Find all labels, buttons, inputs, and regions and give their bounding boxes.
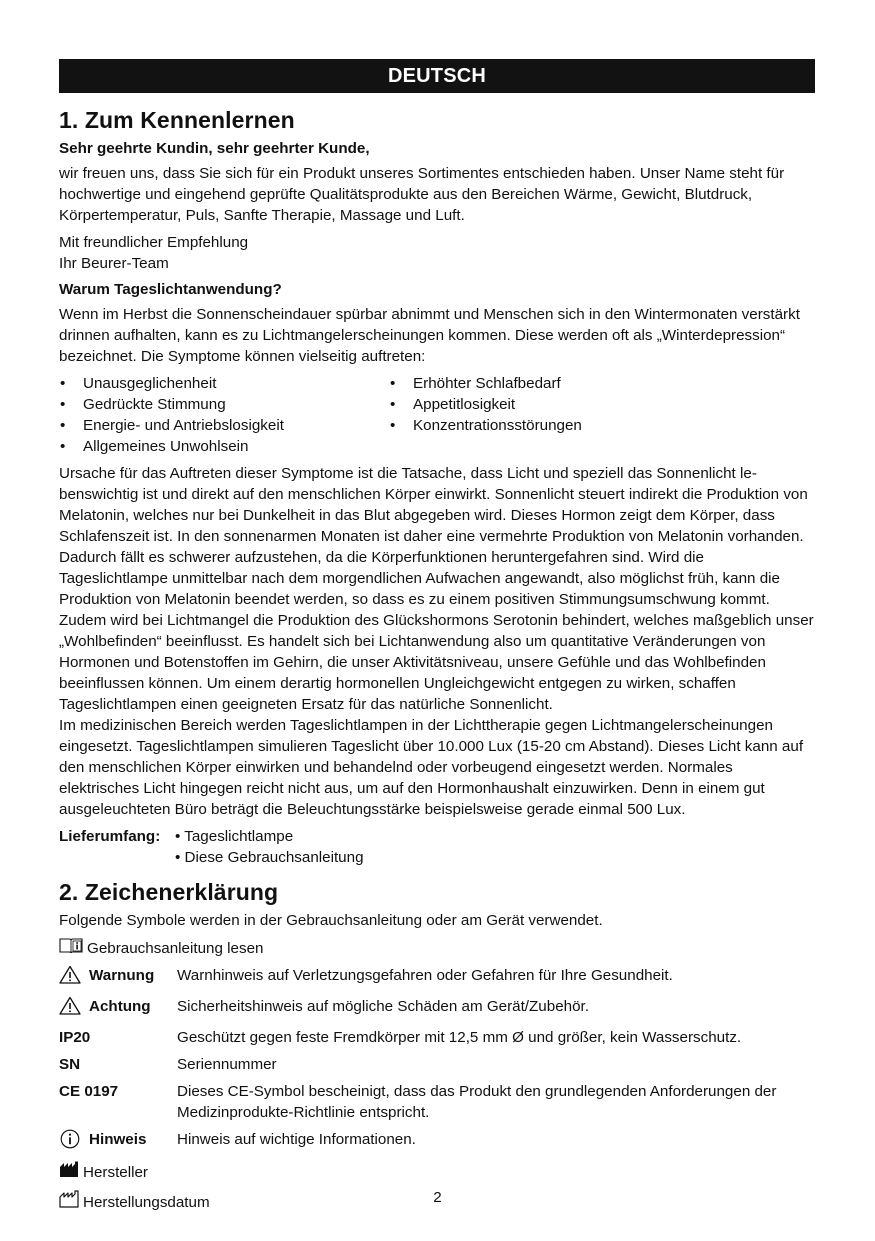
cause-paragraph-1: Ursache für das Auftreten dieser Symptome ist die Tatsache, dass Licht und speziell das Sonnenlicht lebenswichtig ist und direkt auf den menschlichen Körper einwirkt. Sonnenlicht steuert indirekt die Produktion von Melatonin, welches nur bei Dunkelheit in das Blut abgegeben wird. Dieses Hormon zeigt dem Körper, dass Schlafenszeit ist. In den sonnenarmen Monaten ist daher eine vermehrte Produktion von Melatonin vorhanden. Dadurch fällt es schwerer aufzustehen, da die Körperfunktionen heruntergefahren sind. Wird die Tageslichtlampe unmittelbar nach dem morgendlichen Aufwachen angewandt, also möglichst früh, kann die Produktion von Melatonin beendet werden, so dass es zu einem positiven Stimmungsumschwung kommt. Zudem wird bei Lichtmangel die Produktion des Glückshormons Serotonin behindert, welches maßgeblich unser „Wohlbefinden“ beeinflusst. Es handelt sich bei Lichtanwendung also um quantitative Veränderungen von Hormonen und Botenstoffen im Gehirn, die unser Aktivitätsniveau, unsere Gefühle und das Wohlbefinden beeinflussen können. Um einem derartig hormonellen Ungleichgewicht entgegen zu wirken, schaffen Tageslichtlampen einen geeigneten Ersatz für das natürliche Sonnenlicht. (59, 465, 814, 713)
sn-key: SN (59, 1056, 81, 1073)
symbol-row-ip20 (59, 1027, 815, 1048)
list-item: • Diese Gebrauchsanleitung (175, 849, 364, 866)
manufacturing-date-label: Herstellungsdatum (83, 1193, 210, 1211)
symptom-list-left (59, 373, 389, 457)
section-1-title: 1. Zum Kennenlernen (59, 107, 295, 133)
warning-triangle-icon (59, 965, 81, 990)
ip20-description: Geschützt gegen feste Fremdkörper mit 12,5 mm Ø und größer, kein Wasserschutz. (177, 1029, 742, 1046)
closing-line-2: Ihr Beurer-Team (59, 255, 169, 272)
caution-label: Achtung (89, 998, 151, 1015)
symbol-row-manual (59, 937, 815, 959)
list-item: • Konzentrationsstörungen (389, 415, 582, 436)
note-label: Hinweis (89, 1131, 147, 1148)
delivery-scope (59, 826, 815, 868)
note-description: Hinweis auf wichtige Informationen. (177, 1131, 416, 1148)
list-item: • Energie- und Antriebslosigkeit (59, 415, 389, 436)
manufacturer-label: Hersteller (83, 1164, 148, 1181)
list-item: • Allgemeines Unwohlsein (59, 436, 389, 457)
intro-paragraph: wir freuen uns, dass Sie sich für ein Produkt unseres Sortimentes entschieden haben. Unser Name steht für hochwertige und eingehend geprüfte Qualitätsprodukte aus den Bereichen Wärme, Gewicht, Blutdruck, Körpertemperatur, Puls, Sanfte Therapie, Massage und Luft. (59, 165, 785, 224)
symbol-row-manufacturer (59, 1161, 815, 1184)
symbol-row-caution (59, 996, 815, 1021)
symbols-intro: Folgende Symbole werden in der Gebrauchsanleitung oder am Gerät verwendet. (59, 912, 603, 929)
symbol-row-note (59, 1129, 815, 1155)
caution-key (59, 996, 177, 1021)
symbol-row-sn (59, 1054, 815, 1075)
symbol-row-ce (59, 1081, 815, 1123)
list-item: • Tageslichtlampe (175, 828, 294, 845)
section-2-title: 2. Zeichenerklärung (59, 879, 279, 905)
closing-line-1: Mit freundlicher Empfehlung (59, 234, 249, 251)
symbol-legend (59, 937, 815, 1214)
ce-key: CE 0197 (59, 1083, 119, 1100)
ce-description: Dieses CE-Symbol bescheinigt, dass das Produkt den grundlegenden Anforderungen der Medizinprodukte-Richtlinie entspricht. (177, 1083, 777, 1121)
delivery-scope-label: Lieferumfang: (59, 828, 161, 845)
page-number: 2 (433, 1189, 442, 1206)
language-banner: DEUTSCH (59, 59, 815, 93)
manual-page (59, 59, 815, 1220)
warning-key (59, 965, 177, 990)
why-title: Warum Tageslichtanwendung? (59, 281, 282, 298)
read-manual-icon (59, 937, 83, 959)
delivery-scope-list (175, 826, 364, 868)
why-paragraph: Wenn im Herbst die Sonnenscheindauer spürbar abnimmt und Menschen sich in den Wintermonaten verstärkt drinnen aufhalten, kann es zu Lichtmangelerscheinungen kommen. Diese werden oft als „Winterdepression“ bezeichnet. Die Symptome können vielseitig auftreten: (59, 306, 800, 365)
sn-description: Seriennummer (177, 1056, 277, 1073)
warning-label: Warnung (89, 967, 155, 984)
caution-triangle-icon (59, 996, 81, 1021)
manufacturer-icon (59, 1161, 79, 1184)
cause-paragraph-2: Im medizinischen Bereich werden Tageslichtlampen in der Lichttherapie gegen Lichtmangelerscheinungen eingesetzt. Tageslichtlampen simulieren Tageslicht über 10.000 Lux (15-20 cm Abstand). Dieses Licht kann auf den menschlichen Körper einwirken und behandelnd oder vorbeugend eingesetzt werden. Normales elektrisches Licht hingegen reicht nicht aus, um auf den Hormonhaushalt einzuwirken. Denn in einem gut ausgeleuchteten Büro beträgt die Beleuchtungsstärke beispielsweise gerade einmal 500 Lux. (59, 717, 804, 818)
symbol-row-warning (59, 965, 815, 990)
list-item: • Unausgeglichenheit (59, 373, 389, 394)
symptom-list (59, 373, 815, 457)
greeting: Sehr geehrte Kundin, sehr geehrter Kunde, (59, 140, 370, 157)
caution-description: Sicherheitshinweis auf mögliche Schäden am Gerät/Zubehör. (177, 998, 589, 1015)
list-item: • Gedrückte Stimmung (59, 394, 389, 415)
ip20-key: IP20 (59, 1029, 91, 1046)
info-icon (59, 1129, 81, 1155)
note-key (59, 1129, 177, 1155)
closing-lines (59, 232, 815, 274)
read-manual-label: Gebrauchsanleitung lesen (87, 939, 264, 957)
symptom-list-right (389, 373, 582, 457)
list-item: • Erhöhter Schlafbedarf (389, 373, 582, 394)
warning-description: Warnhinweis auf Verletzungsgefahren oder Gefahren für Ihre Gesundheit. (177, 967, 673, 984)
list-item: • Appetitlosigkeit (389, 394, 582, 415)
